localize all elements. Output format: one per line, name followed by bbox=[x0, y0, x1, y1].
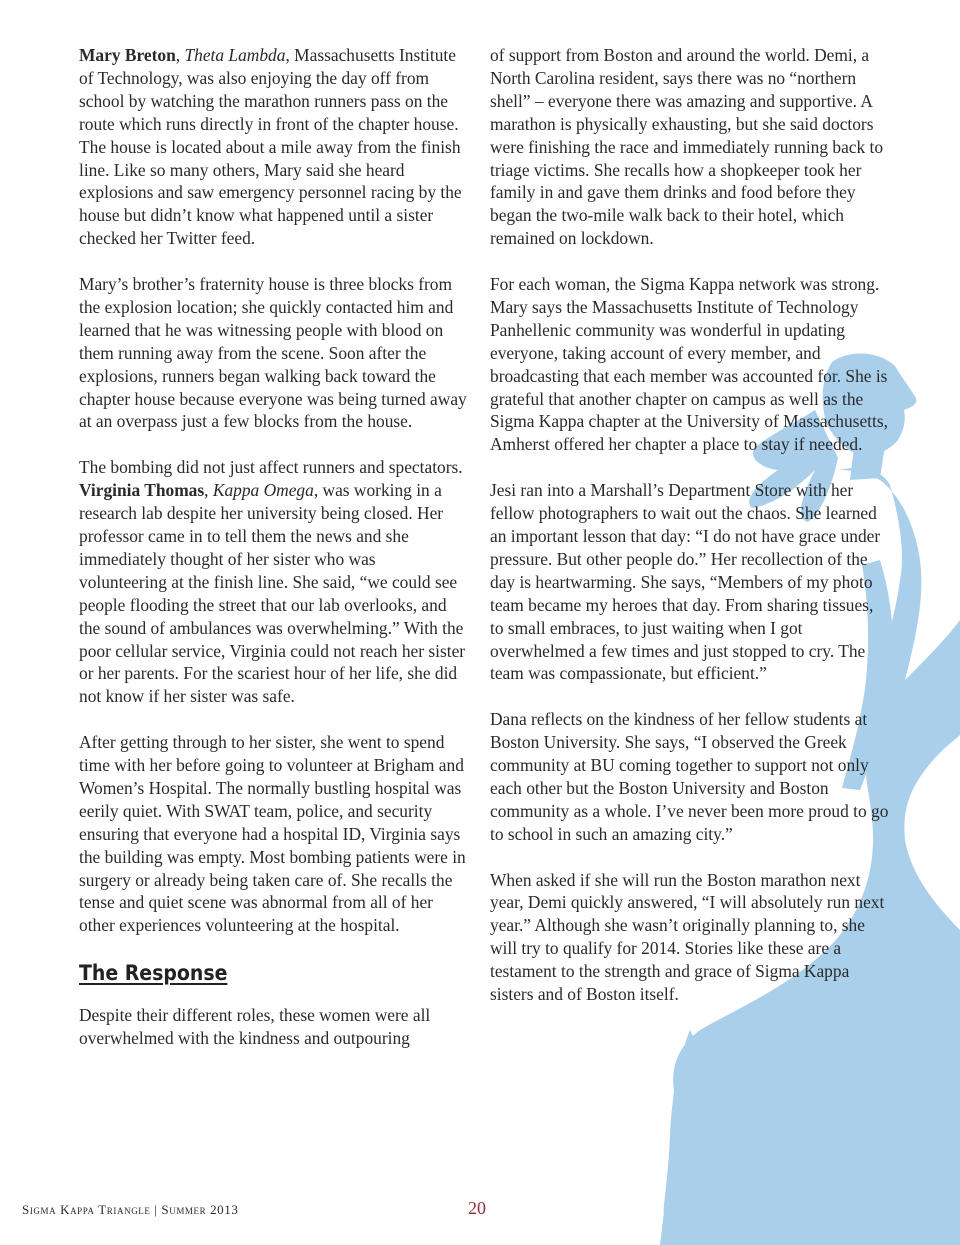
paragraph-jesi: Jesi ran into a Marshall’s Department Store with her fellow photographers to wait out the chaos. She learned an important lesson that day: “I do not have grace under pressure. But other people do.” Her recollection of the day is heartwarming. She says, “Members of my photo team became my heroes that day. From sharing tissues, to small embraces, to just waiting when I got overwhelmed a few times and just stopped to cry. The team was compassionate, but efficient.” bbox=[490, 480, 881, 684]
paragraph-text: , was working in a research lab despite her university being closed. Her professor came in to tell them the news and she immediately thought of her sister who was volunteering at the finish line. She said, “we could see people flooding the street that our lab overlooks, and the sound of ambulances was overwhelming.” With the poor cellular service, Virginia could not reach her sister or her parents. For the scariest hour of her life, she did not know if her sister was safe. bbox=[79, 480, 466, 707]
chapter-name-theta-lambda: Theta Lambda bbox=[184, 45, 286, 65]
paragraph-dana: Dana reflects on the kindness of her fellow students at Boston University. She says, “I observed the Greek community at BU coming together to support not only each other but the Boston University and Boston community as a whole. I’ve never been more proud to go to school in such an amazing city.” bbox=[490, 709, 889, 844]
paragraph-sigma-kappa-network: For each woman, the Sigma Kappa network was strong. Mary says the Massachusetts Institute of Technology Panhellenic community was wonderful in updating everyone, taking account of every member, and broadcasting that each member was accounted for. She is grateful that another chapter on campus as well as the Sigma Kappa chapter at the University of Massachusetts, Amherst offered her chapter a place to stay if needed. bbox=[490, 274, 888, 455]
paragraph-hospital: After getting through to her sister, she went to spend time with her before going to volunteer at Brigham and Women’s Hospital. The normally bustling hospital was eerily quiet. With SWAT team, police, and security ensuring that everyone had a hospital ID, Virginia says the building was empty. Most bombing patients were in surgery or already being taken care of. She recalls the tense and quiet scene was abnormal from all of her other experiences volunteering at the hospital. bbox=[79, 732, 466, 936]
person-name-virginia-thomas: Virginia Thomas bbox=[79, 480, 205, 501]
separator-comma: , bbox=[204, 480, 213, 501]
paragraph-text: , Massachusetts Institute of Technology, was also enjoying the day off from school by watching the marathon runners pass on the route which runs directly in front of the chapter house. The house is located about a mile away from the finish line. Like so many others, Mary said she heard explosions and saw emergency personnel racing by the house but didn’t know what happened until a sister checked her Twitter feed. bbox=[79, 45, 462, 249]
paragraph-response: Despite their different roles, these women were all overwhelmed with the kindness and outpouring bbox=[79, 1005, 431, 1049]
footer-publication: Sigma Kappa Triangle | Summer 2013 bbox=[22, 1202, 239, 1217]
paragraph-text-lead: The bombing did not just affect runners and spectators. bbox=[79, 457, 463, 478]
separator-comma: , bbox=[175, 45, 185, 65]
paragraph-next-year: When asked if she will run the Boston marathon next year, Demi quickly answered, “I will absolutely run next year.” Although she wasn’t originally planning to, she will try to qualify for 2014. Stories like these are a testament to the strength and grace of Sigma Kappa sisters and of Boston itself. bbox=[490, 869, 885, 1005]
chapter-name-kappa-omega: Kappa Omega bbox=[212, 480, 314, 501]
paragraph-mary-breton bbox=[79, 44, 467, 250]
paragraph-demi-support: of support from Boston and around the world. Demi, a North Carolina resident, says there was no “northern shell” – everyone there was amazing and supportive. A marathon is physically exhausting, but she said doctors were finishing the race and immediately running back to triage victims. She recalls how a shopkeeper took her family in and gave them drinks and food before they began the two-mile walk back to their hotel, which remained on lockdown. bbox=[490, 45, 884, 249]
person-name-mary-breton: Mary Breton bbox=[79, 45, 176, 65]
page-number: 20 bbox=[468, 1198, 486, 1218]
left-column bbox=[79, 44, 467, 1050]
paragraph-brother-fraternity: Mary’s brother’s fraternity house is three blocks from the explosion location; she quickly contacted him and learned that he was witnessing people with blood on them running away from the scene. Soon after the explosions, runners began walking back toward the chapter house because everyone was being turned away at an overpass just a few blocks from the house. bbox=[79, 274, 467, 432]
right-column bbox=[490, 44, 890, 1006]
section-heading-the-response: The Response bbox=[79, 961, 228, 986]
paragraph-virginia-thomas bbox=[79, 456, 467, 708]
